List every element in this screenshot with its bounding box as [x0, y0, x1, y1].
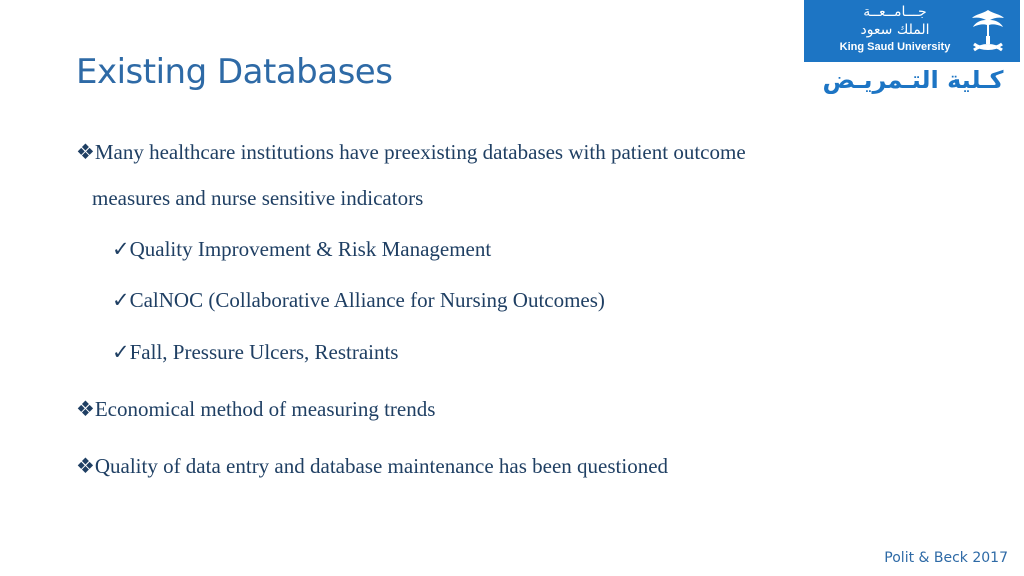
college-of-nursing-logo-text: كـلية التـمريـض [822, 66, 1004, 94]
logo-arabic-line1: جـــامــعــة [863, 4, 927, 20]
checkmark-icon: ✓ [112, 288, 130, 312]
checkmark-icon: ✓ [112, 237, 130, 261]
bullet-item-continuation: measures and nurse sensitive indicators [92, 186, 424, 210]
sub-bullet-item: ✓Quality Improvement & Risk Management [112, 237, 492, 261]
sub-bullet-item: ✓CalNOC (Collaborative Alliance for Nursing Outcomes) [112, 288, 605, 312]
logo-english-name: King Saud University [839, 41, 951, 53]
bullet-item: ❖Economical method of measuring trends [76, 397, 436, 421]
diamond-bullet-icon: ❖ [76, 140, 95, 164]
slide-title: Existing Databases [76, 52, 393, 92]
slide-footer-citation: Polit & Beck 2017 [884, 550, 1008, 566]
diamond-bullet-icon: ❖ [76, 397, 95, 421]
checkmark-icon: ✓ [112, 340, 130, 364]
logo-arabic-line2: الملك سعود [860, 22, 930, 38]
diamond-bullet-icon: ❖ [76, 454, 95, 478]
bullet-item: ❖Quality of data entry and database maintenance has been questioned [76, 454, 669, 478]
sub-bullet-item: ✓Fall, Pressure Ulcers, Restraints [112, 340, 399, 364]
bullet-item: ❖Many healthcare institutions have preexisting databases with patient outcome [76, 140, 746, 164]
